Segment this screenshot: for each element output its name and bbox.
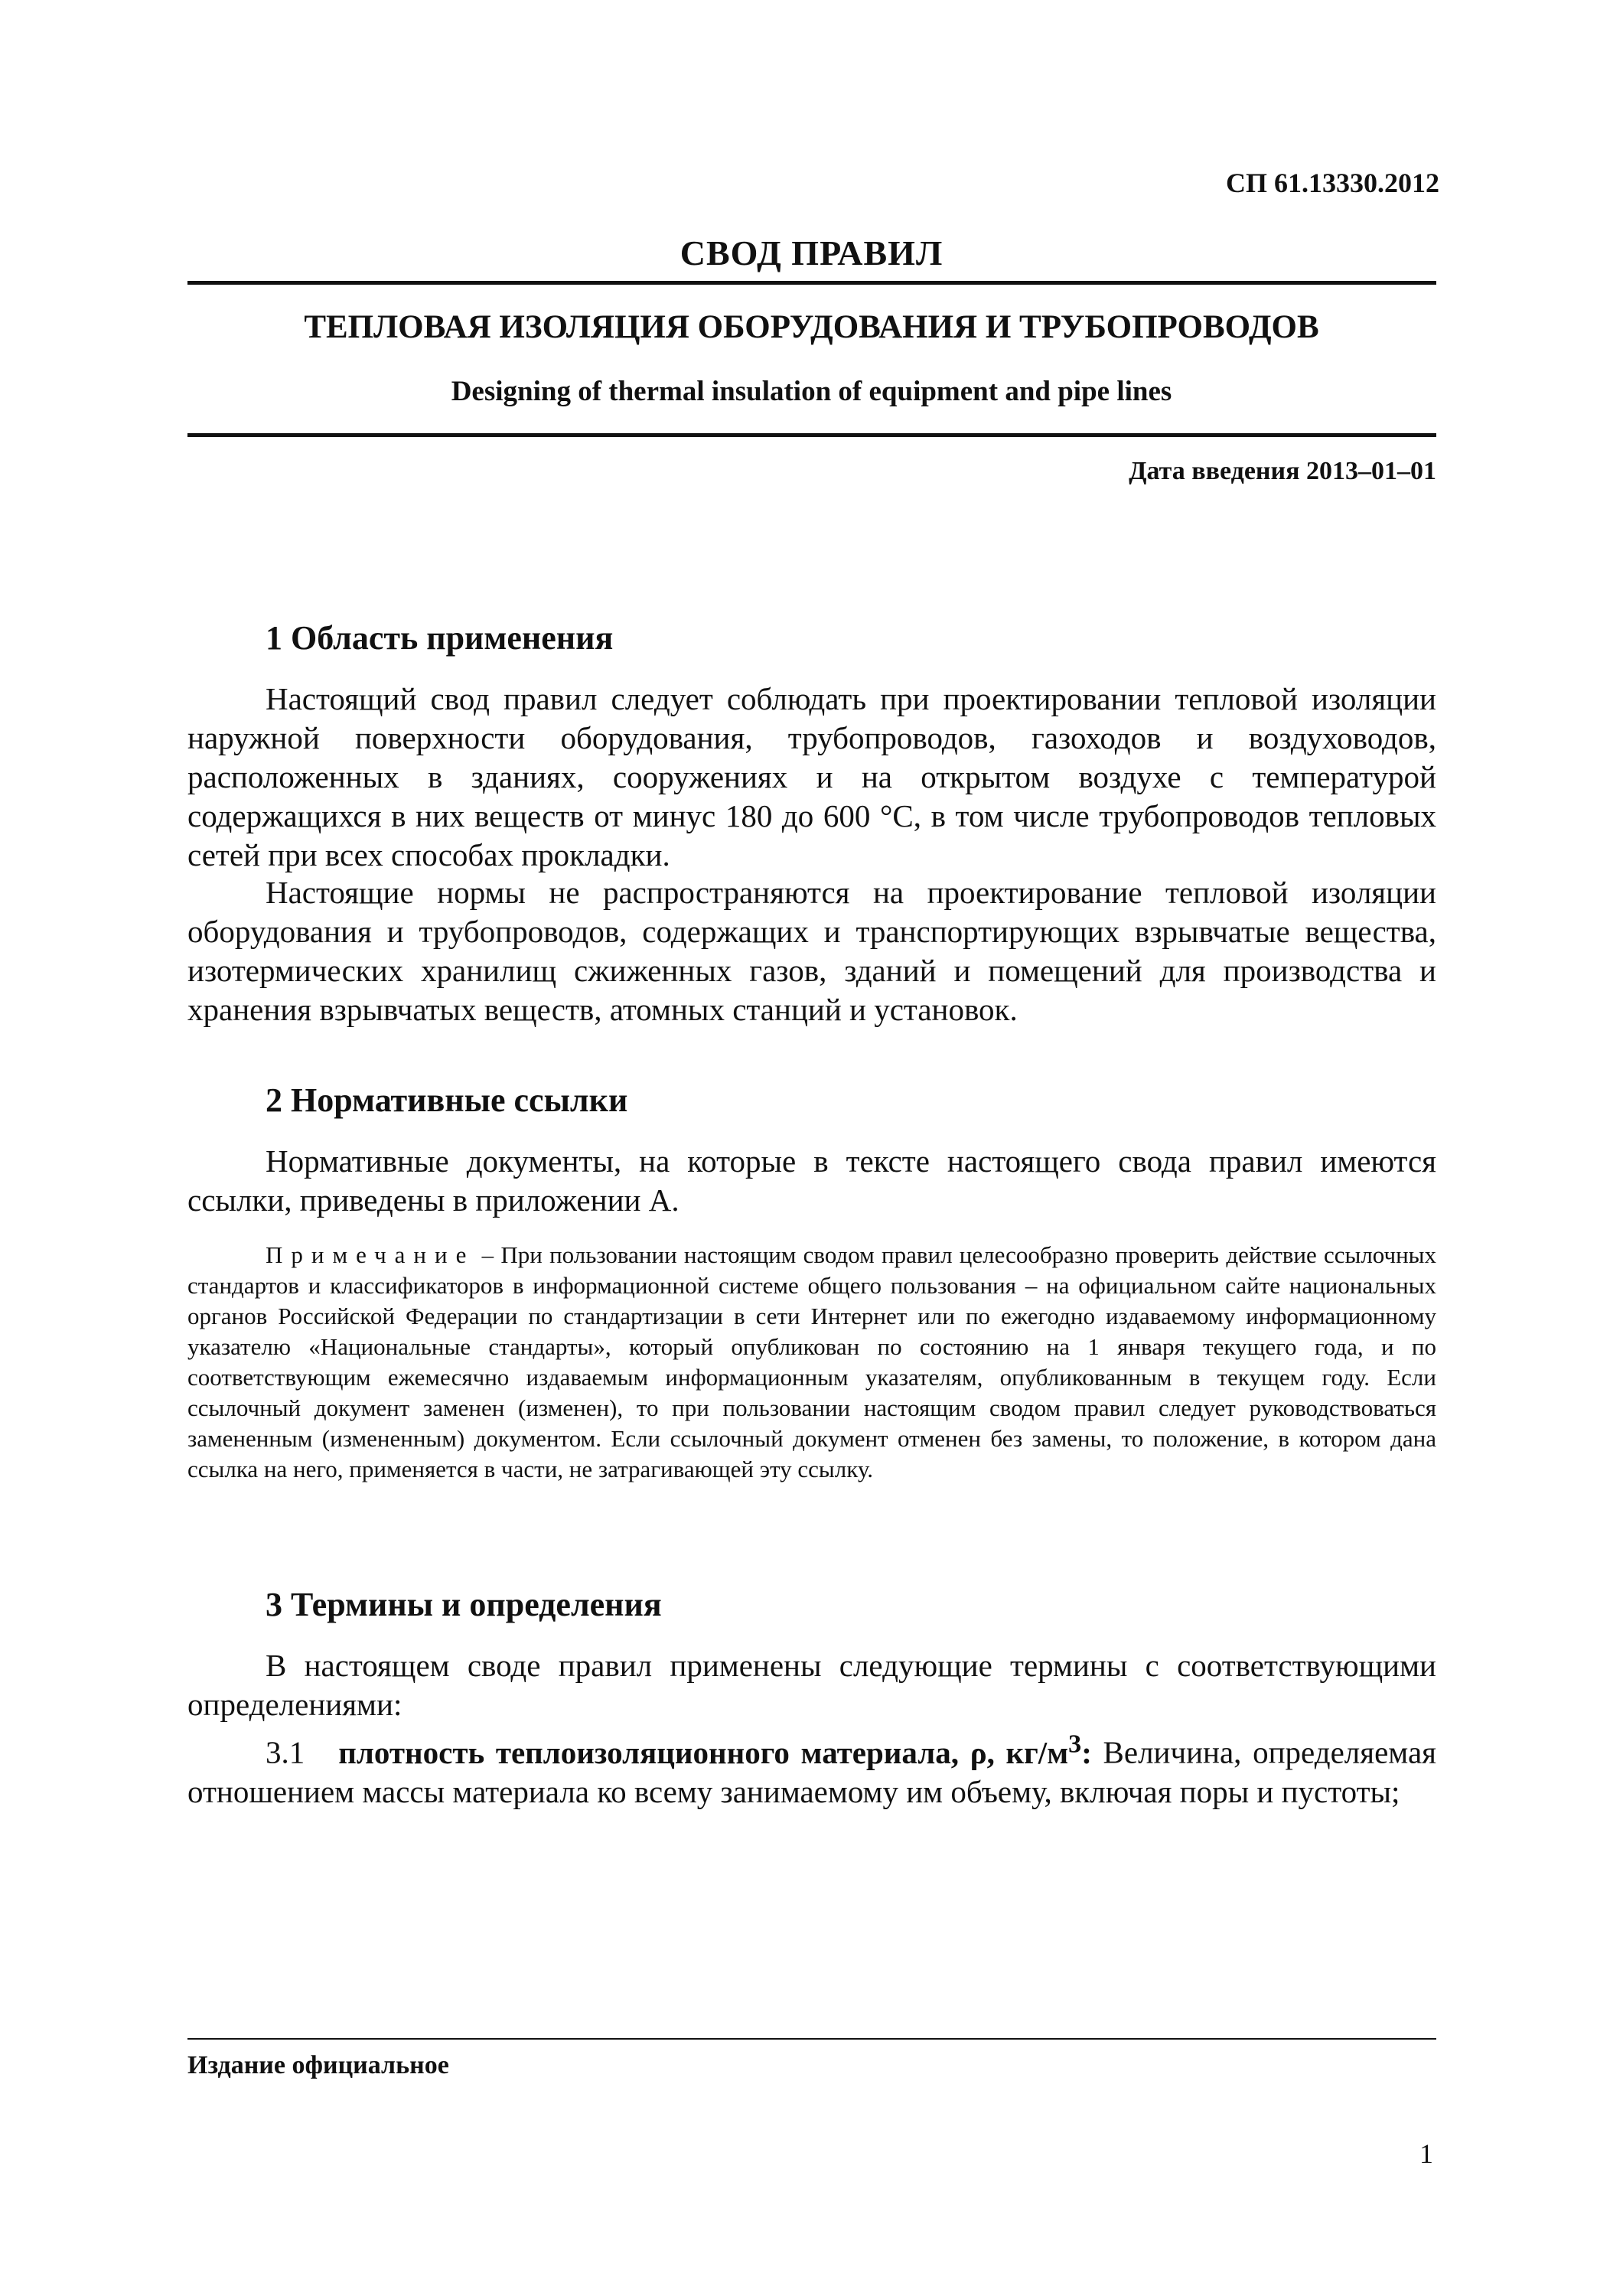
subject-title-en: Designing of thermal insulation of equipment and pipe lines	[451, 376, 1172, 407]
page-number: 1	[1419, 2138, 1433, 2169]
terms-intro-paragraph: В настоящем своде правил применены следующие термины с соответствующими определениями:	[187, 1648, 1436, 1722]
footer-divider	[187, 2038, 1436, 2040]
term-name: плотность теплоизоляционного материала, ρ, кг/м	[338, 1734, 1069, 1770]
section-heading-terms: 3 Термины и определения	[266, 1586, 662, 1623]
term-definition-3-1	[187, 1724, 1436, 1812]
scope-paragraph-1-end: , в том числе трубопроводов тепловых сетей при всех способах прокладки.	[187, 798, 1437, 872]
term-colon: :	[1081, 1734, 1092, 1770]
introduction-date: Дата введения 2013–01–01	[1129, 457, 1436, 485]
scope-paragraph-2: Настоящие нормы не распространяются на проектирование тепловой изоляции оборудования и трубопроводов, содержащих и транспортирующих взрывчатые вещества, изотермических хранилищ сжиженных газов, зданий и помещений для производства и хранения взрывчатых веществ, атомных станций и установок.	[187, 875, 1436, 1027]
references-note	[187, 1240, 1436, 1485]
scope-paragraph-1-text: Настоящий свод правил следует соблюдать при проектировании тепловой изоляции наружной поверхности оборудования, трубопроводов, газоходов и воздуховодов, расположенных в зданиях, сооружениях и на открытом воздухе с температурой содержащихся в них веществ от минус 180 до 600	[187, 681, 1436, 833]
document-code: СП 61.13330.2012	[1226, 168, 1439, 198]
note-label: Примечание	[266, 1241, 475, 1268]
subject-divider	[187, 433, 1436, 437]
section-heading-scope: 1 Область применения	[266, 619, 614, 657]
temperature-unit: °C	[880, 798, 914, 833]
term-definition-text: Величина, определяемая отношением массы материала ко всему занимаемому им объему, включая поры и пустоты;	[187, 1734, 1437, 1809]
term-number: 3.1	[266, 1734, 305, 1770]
document-title: СВОД ПРАВИЛ	[680, 233, 943, 272]
term-unit-superscript: 3	[1068, 1730, 1082, 1758]
edition-label: Издание официальное	[187, 2051, 449, 2079]
section-heading-references: 2 Нормативные ссылки	[266, 1081, 628, 1119]
scope-paragraph-1	[187, 680, 1436, 875]
subject-title-ru: ТЕПЛОВАЯ ИЗОЛЯЦИЯ ОБОРУДОВАНИЯ И ТРУБОПРОВОДОВ	[304, 309, 1319, 345]
note-text: – При пользовании настоящим сводом правил целесообразно проверить действие ссылочных стандартов и классификаторов в информационной системе общего пользования – на официальном сайте национальных органов Российской Федерации по стандартизации в сети Интернет или по ежегодно издаваемому информационному указателю «Национальные стандарты», который опубликован по состоянию на 1 января текущего года, и по соответствующим ежемесячно издаваемым информационным указателям, опубликованным в текущем году. Если ссылочный документ заменен (изменен), то при пользовании настоящим сводом правил следует руководствоваться замененным (измененным) документом. Если ссылочный документ отменен без замены, то положение, в котором дана ссылка на него, применяется в части, не затрагивающей эту ссылку.	[187, 1241, 1436, 1482]
references-paragraph: Нормативные документы, на которые в тексте настоящего свода правил имеются ссылки, приведены в приложении А.	[187, 1143, 1436, 1218]
title-divider	[187, 281, 1436, 285]
